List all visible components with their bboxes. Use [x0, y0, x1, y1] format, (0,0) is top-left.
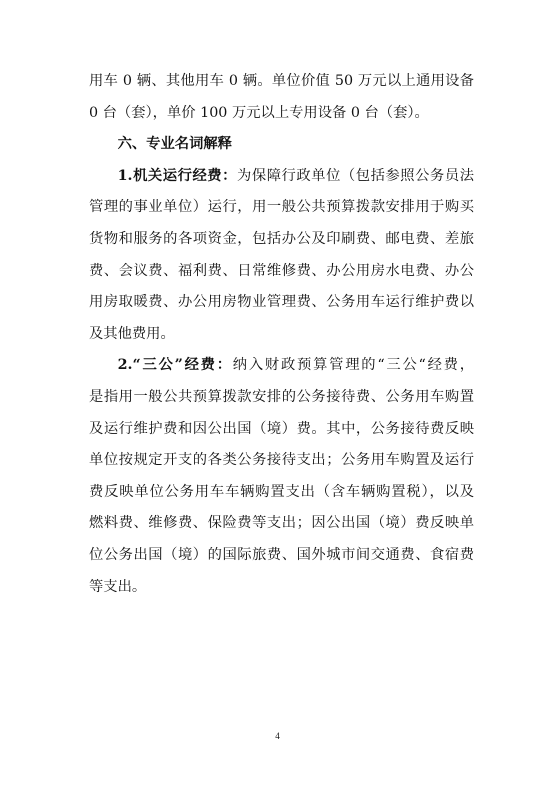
term-definition-start: 为保障行政单位（包括参照公务员法 [237, 167, 474, 184]
paragraph-line: 位公务出国（境）的国际旅费、国外城市间交通费、食宿费 [89, 546, 474, 563]
term-label: 1.机关运行经费： [117, 167, 237, 184]
term-definition-start: 纳入财政预算管理的“三公“经费， [232, 357, 474, 374]
paragraph-line: 货物和服务的各项资金，包括办公及印刷费、邮电费、差旅 [89, 230, 474, 247]
paragraph-line [89, 161, 474, 193]
paragraph-line: 等支出。 [89, 578, 147, 595]
page-number: 4 [275, 731, 280, 741]
term-label: 2.“三公”经费： [117, 357, 233, 374]
paragraph-line: 用房取暖费、办公用房物业管理费、公务用车运行维护费以 [89, 294, 474, 311]
paragraph-line: 及运行维护费和因公出国（境）费。其中，公务接待费反映 [89, 420, 474, 437]
paragraph-line: 单位按规定开支的各类公务接待支出；公务用车购置及运行 [89, 452, 474, 469]
paragraph-line: 费、会议费、福利费、日常维修费、办公用房水电费、办公 [89, 262, 474, 279]
paragraph-line: 0 台（套），单价 100 万元以上专用设备 0 台（套）。 [89, 104, 429, 121]
paragraph-line [89, 350, 474, 382]
paragraph-line: 管理的事业单位）运行，用一般公共预算拨款安排用于购买 [89, 199, 474, 216]
document-body [89, 66, 474, 603]
section-heading: 六、专业名词解释 [117, 136, 232, 153]
paragraph-line: 用车 0 辆、其他用车 0 辆。单位价值 50 万元以上通用设备 [89, 73, 474, 89]
paragraph-line: 及其他费用。 [89, 325, 175, 342]
paragraph-line: 燃料费、维修费、保险费等支出；因公出国（境）费反映单 [89, 515, 474, 532]
paragraph-line: 费反映单位公务用车车辆购置支出（含车辆购置税），以及 [89, 483, 474, 500]
paragraph-line: 是指用一般公共预算拨款安排的公务接待费、公务用车购置 [89, 388, 474, 405]
